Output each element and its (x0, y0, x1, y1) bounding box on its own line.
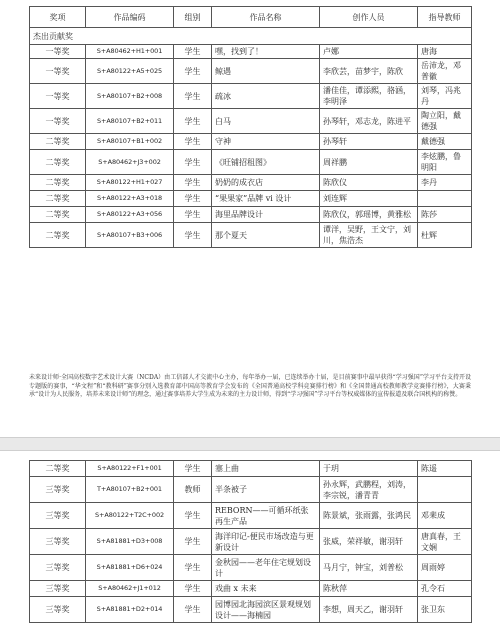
cell-advisor: 邓棐成 (418, 503, 472, 529)
table-row (30, 555, 472, 581)
cell-creators: 李想，周天乙，谢羽轩 (320, 597, 418, 623)
table-row (30, 45, 472, 59)
cell-advisor: 杜辉 (418, 223, 472, 248)
cell-group: 学生 (174, 59, 212, 84)
cell-group: 学生 (174, 134, 212, 150)
cell-award: 三等奖 (30, 477, 86, 503)
cell-award: 二等奖 (30, 150, 86, 175)
cell-name: 疏冰 (212, 84, 320, 109)
cell-award: 一等奖 (30, 59, 86, 84)
section-label: 杰出贡献奖 (30, 28, 472, 45)
cell-creators: 于玥 (320, 461, 418, 477)
table-row (30, 597, 472, 623)
cell-group: 学生 (174, 581, 212, 597)
cell-advisor (418, 191, 472, 207)
competition-note: 未来设计师·全国高校数字艺术设计大赛（NCDA）由工信部人才交流中心主办，每年举办一届，已连续举办十届，是目前赛事中最早获得“学习强国”学习平台支持开设专题版的赛事，“华文程”和“教科研”赛事分别入选教育部中国高等教育学会发布的《全国普通高校学科竞赛排行榜》和《全国普通高校教师教学竞赛排行榜》，大赛秉承“设计为人民服务，培养未来设计师”的理念，通过赛事培养大学生成为未来的主力设计师，得到“学习强国”学习平台等权威媒体的宣传报道及联合国机构的称赞。 (29, 374, 471, 399)
cell-group: 学生 (174, 529, 212, 555)
cell-creators: 周祥鹏 (320, 150, 418, 175)
cell-name: 园博园北海园滨区景观规划设计——海楠园 (212, 597, 320, 623)
table-row (30, 477, 472, 503)
cell-creators: 谭洋，吴野，王文宁，刘川，焦浩杰 (320, 223, 418, 248)
cell-group: 学生 (174, 223, 212, 248)
cell-advisor: 陶立阳，戴德强 (418, 109, 472, 134)
table-row (30, 134, 472, 150)
cell-advisor (418, 477, 472, 503)
cell-award: 二等奖 (30, 461, 86, 477)
cell-award: 三等奖 (30, 529, 86, 555)
cell-code: S+A80107+B2+008 (86, 84, 174, 109)
document-page-bottom (0, 451, 500, 624)
cell-creators: 陈欣仪，郭瑶博，黄雅松 (320, 207, 418, 223)
header-name: 作品名称 (212, 7, 320, 28)
cell-advisor: 周雨婷 (418, 555, 472, 581)
cell-advisor: 刘琴，冯兆丹 (418, 84, 472, 109)
table-row (30, 84, 472, 109)
cell-advisor: 陈遥 (418, 461, 472, 477)
cell-creators: 刘连辉 (320, 191, 418, 207)
cell-name: “果果家”品牌 vi 设计 (212, 191, 320, 207)
cell-group: 学生 (174, 175, 212, 191)
cell-code: S+A81881+D3+008 (86, 529, 174, 555)
table-row (30, 223, 472, 248)
cell-name: 塞上曲 (212, 461, 320, 477)
cell-group: 学生 (174, 555, 212, 581)
cell-code: S+A80122+T2C+002 (86, 503, 174, 529)
section-row (30, 28, 472, 45)
cell-creators: 张威，荣祥敏，谢羽轩 (320, 529, 418, 555)
cell-group: 教师 (174, 477, 212, 503)
cell-name: 海洋印记-便民市场改造与更新设计 (212, 529, 320, 555)
cell-creators: 陈欣仪 (320, 175, 418, 191)
table-row (30, 175, 472, 191)
cell-code: S+A81881+D6+024 (86, 555, 174, 581)
cell-group: 学生 (174, 597, 212, 623)
header-code: 作品编码 (86, 7, 174, 28)
cell-advisor: 孔令石 (418, 581, 472, 597)
cell-creators: 孙琴轩 (320, 134, 418, 150)
table-row (30, 581, 472, 597)
cell-code: S+A80462+J3+002 (86, 150, 174, 175)
cell-code: S+A80122+A5+025 (86, 59, 174, 84)
cell-creators: 陈景斌，张雨露，张鸿民 (320, 503, 418, 529)
cell-name: 《旺铺招租图》 (212, 150, 320, 175)
header-group: 组别 (174, 7, 212, 28)
cell-award: 二等奖 (30, 134, 86, 150)
cell-code: S+A80107+B1+002 (86, 134, 174, 150)
cell-name: REBORN——可循环纸张再生产品 (212, 503, 320, 529)
cell-creators: 孙永辉，武鹏程，刘涛，李宗锐，潘青青 (320, 477, 418, 503)
cell-award: 一等奖 (30, 45, 86, 59)
table-row (30, 109, 472, 134)
cell-name: 守神 (212, 134, 320, 150)
cell-code: S+A80107+B2+011 (86, 109, 174, 134)
cell-code: S+A80107+B3+006 (86, 223, 174, 248)
cell-group: 学生 (174, 503, 212, 529)
header-award: 奖项 (30, 7, 86, 28)
cell-name: 金秋园——老年住宅规划设计 (212, 555, 320, 581)
cell-code: S+A80122+A3+018 (86, 191, 174, 207)
table-row (30, 59, 472, 84)
cell-name: 那个夏天 (212, 223, 320, 248)
cell-group: 学生 (174, 191, 212, 207)
cell-award: 三等奖 (30, 581, 86, 597)
cell-advisor: 唐海 (418, 45, 472, 59)
cell-award: 二等奖 (30, 191, 86, 207)
cell-creators: 李欣芸，苗梦宇，陈欣 (320, 59, 418, 84)
cell-advisor: 戴德强 (418, 134, 472, 150)
cell-award: 三等奖 (30, 555, 86, 581)
cell-code: T+A80107+B2+001 (86, 477, 174, 503)
header-creators: 创作人员 (320, 7, 418, 28)
cell-group: 学生 (174, 45, 212, 59)
cell-award: 三等奖 (30, 597, 86, 623)
cell-award: 一等奖 (30, 84, 86, 109)
cell-advisor: 李炫鹏，鲁明阳 (418, 150, 472, 175)
cell-name: 白马 (212, 109, 320, 134)
cell-award: 二等奖 (30, 207, 86, 223)
cell-group: 学生 (174, 150, 212, 175)
cell-award: 二等奖 (30, 175, 86, 191)
awards-table-top (29, 6, 472, 248)
cell-group: 学生 (174, 84, 212, 109)
cell-advisor: 张卫东 (418, 597, 472, 623)
cell-code: S+A80122+H1+027 (86, 175, 174, 191)
awards-table-bottom (29, 460, 472, 623)
cell-code: S+A80462+H1+001 (86, 45, 174, 59)
cell-code: S+A80122+A3+056 (86, 207, 174, 223)
cell-code: S+A81881+D2+014 (86, 597, 174, 623)
cell-name: 嘿，找到了！ (212, 45, 320, 59)
table-row (30, 207, 472, 223)
cell-group: 学生 (174, 109, 212, 134)
table-row (30, 150, 472, 175)
cell-name: 奶奶的成衣店 (212, 175, 320, 191)
table-row (30, 503, 472, 529)
cell-award: 一等奖 (30, 109, 86, 134)
cell-name: 海里品牌设计 (212, 207, 320, 223)
cell-creators: 卢娜 (320, 45, 418, 59)
cell-creators: 马月宁，钟宝，刘普松 (320, 555, 418, 581)
cell-code: S+A80122+F1+001 (86, 461, 174, 477)
cell-creators: 潘佳佳，谭添熙，骆涵，李明泽 (320, 84, 418, 109)
cell-creators: 孙琴轩，邓志龙，陈进平 (320, 109, 418, 134)
cell-advisor: 岳沛龙，邓普徽 (418, 59, 472, 84)
cell-name: 鲸遇 (212, 59, 320, 84)
cell-creators: 陈秋萍 (320, 581, 418, 597)
table-row (30, 461, 472, 477)
cell-award: 二等奖 (30, 223, 86, 248)
table-row (30, 529, 472, 555)
cell-award: 三等奖 (30, 503, 86, 529)
cell-code: S+A80462+J1+012 (86, 581, 174, 597)
cell-advisor: 唐真春，王文娴 (418, 529, 472, 555)
header-advisor: 指导教师 (418, 7, 472, 28)
cell-name: 戏曲 x 未来 (212, 581, 320, 597)
cell-group: 学生 (174, 461, 212, 477)
table-header-row (30, 7, 472, 28)
cell-advisor: 李丹 (418, 175, 472, 191)
table-row (30, 191, 472, 207)
cell-advisor: 陈莎 (418, 207, 472, 223)
page-separator (0, 437, 500, 451)
cell-name: 半条被子 (212, 477, 320, 503)
cell-group: 学生 (174, 207, 212, 223)
